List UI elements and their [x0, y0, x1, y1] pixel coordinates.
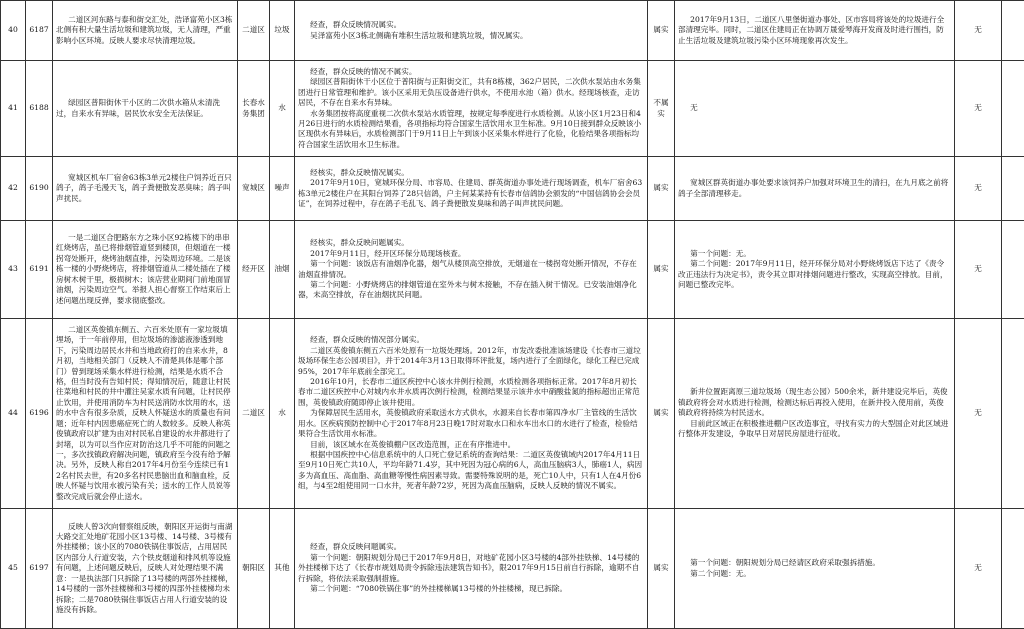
issue-cell-text: 二道区英俊镇东侧五、六百米处原有一家垃圾填埋场，于一年前停用，但垃圾场的渗滤液渗透到地下，污染周边居民水井和当地政府打的自来水井，8月初，当地相关部门（反映人不清楚具体是哪个部门）曾到现场采集水样进行检测，结果是水质不合格，但当时没有告知村民；得知情况后，随意让村民往菜地和村民的井中灌注吴家水质有问题，让村民停止饮用，并使用消防车为村民送消防水饮用的水，送的水中含有很多杂质，反映人怀疑送水的质量也有问题；近年村内因患癌症死亡的人数较多。反映人称英俊镇政府以扩建为由对村民私自建设的水井都进行了封堵，以为可以当作应对防治这几乎不可能的问题之一，多次找镇政府解决问题，镇政府至今没有给予解决。另外，反映人称自2017年4月份至今连续已有12名村民去世，有20多名村民患脑出血和脑血栓，反映人怀疑与饮用水被污染有关；送水的工作人员说等整改完成后就会停止送水。 — [56, 325, 234, 502]
accountability-cell-text: 无 — [958, 264, 998, 274]
district-cell — [238, 1, 270, 61]
empty-cell — [1002, 1, 1024, 61]
case-id-text: 6187 — [29, 25, 49, 35]
type-cell — [270, 1, 295, 61]
handling-cell — [675, 157, 955, 221]
row-number-text: 44 — [4, 408, 22, 418]
accountability-cell — [955, 157, 1002, 221]
accountability-cell — [955, 319, 1002, 509]
district-cell — [238, 509, 270, 629]
table-body — [1, 1, 1024, 629]
verification-cell — [295, 319, 648, 509]
handling-cell-text: 新井位置距离原三道垃圾场（现生态公园）500余米，新井建设完毕后，英俊镇政府将会对水质进行检测，检测达标后再投入使用，在新井投入使用前，英俊镇政府将持续为村民送水。 目前此区域正在积极推进棚户区改造事宜，寻找有实力的大型国企对此区域进行整体开发建设，争取早日对居民房屋进行征收。 — [678, 387, 951, 439]
case-id-text: 6196 — [29, 408, 49, 418]
row-number-text: 43 — [4, 264, 22, 274]
issue-cell-text: 反映人曾3次向督察组反映，朝阳区开运街与南湖大路交汇处地矿花园小区13号楼、14号楼、3号楼有外挂楼梯；该小区的7080铁锅住事饭店，占用居民区内部分人行道安装，六个铁皮烟道和排风机等设施有问题，上述问题反映后，反映人对处理结果不满意：一是执法部门只拆除了13号楼的两部外挂楼梯，14号楼的一部外挂楼梯和3号楼的四部外挂楼梯均未拆除；二是7080铁锅住事饭店占用人行道安装的设施没有拆除。 — [56, 522, 234, 616]
district-cell-text: 长春水务集团 — [241, 98, 266, 119]
result-cell-text: 属实 — [651, 563, 671, 573]
handling-cell — [675, 1, 955, 61]
district-cell — [238, 319, 270, 509]
table-row — [1, 319, 1024, 509]
issue-cell — [53, 1, 238, 61]
row-number — [1, 319, 26, 509]
issue-cell — [53, 221, 238, 319]
district-cell-text: 二道区 — [241, 408, 266, 418]
result-cell — [648, 509, 675, 629]
handling-cell-text: 无 — [678, 103, 951, 113]
result-cell — [648, 157, 675, 221]
table-row — [1, 61, 1024, 157]
district-cell-text: 宽城区 — [241, 183, 266, 193]
row-number — [1, 509, 26, 629]
issue-cell-text: 宽城区机车厂宿舍63栋3单元2楼住户饲养近百只鸽子，鸽子毛漫天飞，鸽子粪便散发恶臭味；鸽子叫声扰民。 — [56, 173, 234, 204]
type-cell-text: 噪声 — [273, 183, 291, 193]
row-number-text: 45 — [4, 563, 22, 573]
row-number-text: 42 — [4, 183, 22, 193]
handling-cell — [675, 319, 955, 509]
verification-cell-text: 经查，群众反映的情况部分属实。 二道区英俊镇东侧五六百米处原有一垃圾处理场。2012年，市发改委批准该场建设《长春市三道垃圾场环保生态公园项目》，并于2014年3月13日取得环评批复，场内进行了全面绿化，绿化工程已完成95%，2017年年底前全部完工。 2016年10月，长春市二道区疾控中心该水井例行检测，水质检测各项指标正常。2017年8月初长春市二道区疾控中心对城内水井水质再次例行检测，检测结果显示该井水中硝酸盐氮的指标超出正常范围，英俊镇政府随即停止该井使用。 为保障居民生活用水，英俊镇政府采取送水方式供水，水源来自长春市第四净水厂主管线的生活饮用水。区疾病预防控制中心于2017年8月23日晚17时对取水口和水车出水口的水进行了检查，检验结果符合生活饮用水标准。 目前，该区域水在英俊镇棚户区改造范围，正在有序推进中。 根据中国疾控中心信息系统中的人口死亡登记系统的查询结果：二道区英俊镇域内2017年4月11日至9月10日死亡共10人，平均年龄71.4岁，其中死因为冠心病的6人，高血压脑病3人，肺癌1人，病因多为高血压、高血脂、高血糖等慢性病因素导致。需要特殊说明的是，死亡10人中，只有1人在4月份6组，与4至2组使用同一口水井，死者年龄72岁，死因为高血压脑病，反映人反映的情况不属实。 — [298, 335, 644, 491]
verification-cell-text: 经查，群众反映问题属实。 第一个问题：朝阳规划分局已于2017年9月8日，对地矿花园小区3号楼的4部外挂铁梯、14号楼的外挂楼梯下达了《长春市规划局责令拆除违法建筑告知书》，限2017年9月15日前自行拆除，逾期不自行拆除，将依法采取强制措施。 第二个问题：“7080铁锅住事”的外挂楼梯属13号楼的外挂楼梯，现已拆除。 — [298, 542, 644, 594]
issue-cell — [53, 319, 238, 509]
accountability-cell — [955, 221, 1002, 319]
district-cell — [238, 221, 270, 319]
verification-cell — [295, 509, 648, 629]
case-id-text: 6188 — [29, 103, 49, 113]
type-cell — [270, 221, 295, 319]
district-cell-text: 二道区 — [241, 25, 266, 35]
issue-cell — [53, 509, 238, 629]
handling-cell — [675, 61, 955, 157]
row-number-text: 41 — [4, 103, 22, 113]
case-id — [26, 509, 53, 629]
issue-cell-text: 二道区河东路与泰和街交汇处，浩译富苑小区3栋北侧有积大量生活垃圾和建筑垃圾，无人清理，严重影响小区环境。反映人要求尽快清理垃圾。 — [56, 15, 234, 46]
empty-cell — [1002, 157, 1024, 221]
row-number-text: 40 — [4, 25, 22, 35]
result-cell-text: 属实 — [651, 408, 671, 418]
case-id — [26, 61, 53, 157]
handling-cell-text: 第一个问题：无。 第二个问题：2017年9月11日，经开环保分局对小野烧烤饭店下达了《责令改正违法行为决定书》，责令其立即对排烟问题进行整改，实现高空排放。目前，问题已整改完毕。 — [678, 249, 951, 291]
handling-cell-text: 宽城区群英街道办事处要求该饲养户加强对环境卫生的清扫，在九月底之前将鸽子全部清理移走。 — [678, 178, 951, 199]
type-cell — [270, 157, 295, 221]
result-cell-text: 属实 — [651, 264, 671, 274]
type-cell — [270, 509, 295, 629]
verification-cell-text: 经查，群众反映情况属实。 吴泽富苑小区3栋北侧确有堆积生活垃圾和建筑垃圾，情况属实。 — [298, 20, 644, 41]
handling-cell — [675, 221, 955, 319]
table-row — [1, 509, 1024, 629]
empty-cell — [1002, 61, 1024, 157]
handling-cell-text: 第一个问题：朝阳规划分局已经请区政府采取强拆措施。 第二个问题：无。 — [678, 558, 951, 579]
issue-cell — [53, 157, 238, 221]
result-cell-text: 不属实 — [651, 98, 671, 119]
case-id — [26, 319, 53, 509]
case-id-text: 6197 — [29, 563, 49, 573]
district-cell — [238, 61, 270, 157]
verification-cell — [295, 1, 648, 61]
result-cell — [648, 319, 675, 509]
case-id — [26, 221, 53, 319]
table-row — [1, 1, 1024, 61]
verification-cell-text: 经核实，群众反映情况属实。 2017年9月10日，宽城环保分局、市容局、住建局、群英街道办事处进行现场调查，机车厂宿舍63栋3单元2楼住户在其阳台饲养了28只信鸽，户主何某某持有长春市信鸽协会颁发的“中国信鸽协会会员证”，在饲养过程中，存在鸽子毛乱飞、鸽子粪便散发臭味和鸽子叫声扰民问题。 — [298, 168, 644, 210]
verification-cell — [295, 157, 648, 221]
case-id-text: 6190 — [29, 183, 49, 193]
row-number — [1, 61, 26, 157]
type-cell-text: 油烟 — [273, 264, 291, 274]
accountability-cell — [955, 61, 1002, 157]
case-id-text: 6191 — [29, 264, 49, 274]
type-cell-text: 水 — [273, 103, 291, 113]
issue-cell-text: 一是二道区合肥路东方之珠小区92栋楼下的串串红烧烤店，虽已将排烟管道竖到楼顶，但烟道在一楼拐弯处断开，烧烤油烟直排，污染周边环境。二是该栋一楼的小野烧烤店，将排烟管道从二楼处插在了楼房树木树干里，极损树木；该店营业期间门前地面冒油烟，污染周边空气。举报人担心督察工作结束后上述问题出现反弹，要求彻底整改。 — [56, 233, 234, 306]
handling-cell-text: 2017年9月13日，二道区八里堡街道办事处、区市容局将该处的垃圾进行全部清理完毕。同时，二道区住建局正在协调万晟爱琴海开发商及时进行围挡，防止生活垃圾及建筑垃圾污染小区环境现象再次发生。 — [678, 15, 951, 46]
accountability-cell-text: 无 — [958, 183, 998, 193]
issue-cell — [53, 61, 238, 157]
result-cell — [648, 221, 675, 319]
issue-cell-text: 绿园区普阳街休干小区的二次供水箱从未清洗过，自来水有异味，居民饮水安全无法保证。 — [56, 98, 234, 119]
district-cell-text: 经开区 — [241, 264, 266, 274]
district-cell — [238, 157, 270, 221]
empty-cell — [1002, 319, 1024, 509]
accountability-cell-text: 无 — [958, 408, 998, 418]
accountability-cell-text: 无 — [958, 103, 998, 113]
table-row — [1, 157, 1024, 221]
type-cell — [270, 319, 295, 509]
verification-cell — [295, 221, 648, 319]
empty-cell — [1002, 509, 1024, 629]
result-cell — [648, 61, 675, 157]
verification-cell-text: 经查，群众反映的情况不属实。 绿园区普阳街休干小区位于普阳街与正阳街交汇，共有8栋楼，362户居民，二次供水泵站由水务集团进行日常管理和维护。该小区采用无负压设备进行供水，不使用水池（箱）供水。经现场核查，走访居民，不存在自来水有异味。 水务集团按将高度重视二次供水泵站水质管理，按规定每季度进行水质检测。从该小区1月23日和4月26日进行的水质检测结果看，各项指标均符合国家生活饮用水卫生标准。9月10日接到群众反映该小区现供水有异味后，水质检测部门于9月11日上午到该小区采集水样进行了化验，化验结果各项指标均符合国家生活饮用水卫生标准。 — [298, 67, 644, 150]
result-cell-text: 属实 — [651, 183, 671, 193]
verification-cell-text: 经核实，群众反映问题属实。 2017年9月11日，经开区环保分局现场核查。 第一个问题：该饭店有油烟净化器，烟气从楼顶高空排放，无烟道在一楼拐弯处断开情况，不存在油烟直排情况。 第二个问题：小野烧烤店的排烟管道在室外未与树木接触，不存在插入树干情况。已安装油烟净化器，未高空排放，存在油烟扰民问题。 — [298, 238, 644, 300]
empty-cell — [1002, 221, 1024, 319]
result-cell-text: 属实 — [651, 25, 671, 35]
handling-cell — [675, 509, 955, 629]
table-row — [1, 221, 1024, 319]
verification-cell — [295, 61, 648, 157]
accountability-cell — [955, 509, 1002, 629]
row-number — [1, 157, 26, 221]
accountability-cell-text: 无 — [958, 25, 998, 35]
type-cell-text: 水 — [273, 408, 291, 418]
case-id — [26, 157, 53, 221]
row-number — [1, 1, 26, 61]
accountability-cell — [955, 1, 1002, 61]
accountability-cell-text: 无 — [958, 563, 998, 573]
row-number — [1, 221, 26, 319]
type-cell — [270, 61, 295, 157]
case-id — [26, 1, 53, 61]
type-cell-text: 垃圾 — [273, 25, 291, 35]
district-cell-text: 朝阳区 — [241, 563, 266, 573]
result-cell — [648, 1, 675, 61]
type-cell-text: 其他 — [273, 563, 291, 573]
